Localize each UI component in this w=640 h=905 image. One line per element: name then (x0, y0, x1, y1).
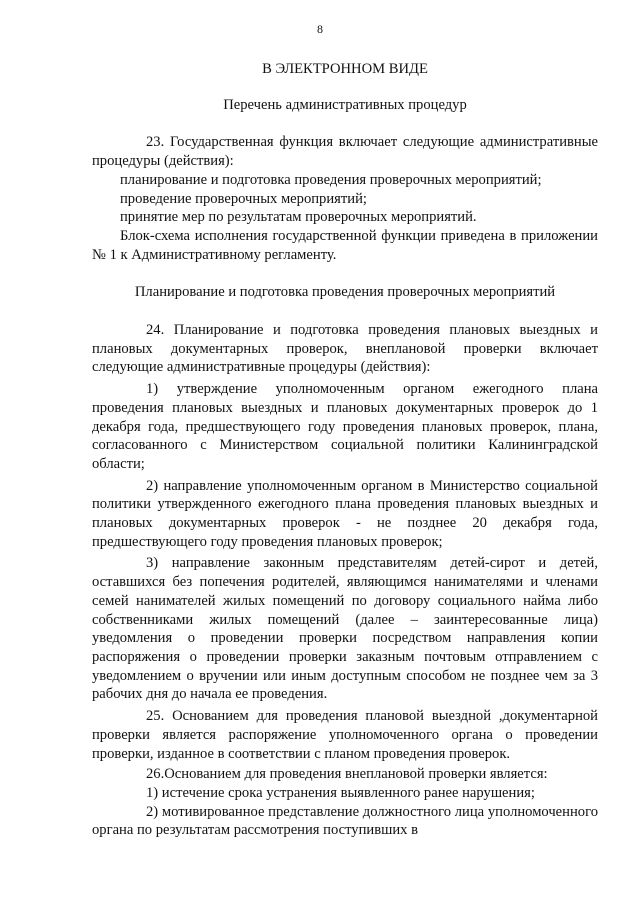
paragraph-23-item-1: планирование и подготовка проведения проверочных мероприятий; (120, 171, 542, 188)
paragraph-23-scheme: Блок-схема исполнения государственной функции приведена в приложении № 1 к Административному регламенту. (92, 227, 598, 263)
document-body (92, 60, 598, 840)
paragraph-24: 24. Планирование и подготовка проведения плановых выездных и плановых документарных проверок, внеплановой проверки включает следующие административные процедуры (действия): (92, 322, 598, 376)
page-number: 8 (317, 22, 323, 36)
heading-electronic: В ЭЛЕКТРОННОМ ВИДЕ (262, 61, 428, 77)
paragraph-24-item-2: 2) направление уполномоченным органом в Министерство социальной политики утвержденного ежегодного плана проведения плановых выездных и плановых документарных проверок - не позднее 20 декабря года, предшествующего году проведения плановых проверок; (92, 477, 598, 550)
paragraph-23-item-2: проведение проверочных мероприятий; (120, 190, 367, 207)
paragraph-23: 23. Государственная функция включает следующие административные процедуры (действия): (92, 134, 598, 170)
paragraph-23-item-3: принятие мер по результатам проверочных мероприятий. (120, 209, 477, 226)
heading-procedures-list: Перечень административных процедур (223, 96, 467, 113)
heading-planning: Планирование и подготовка проведения проверочных мероприятий (134, 284, 556, 301)
paragraph-26: 26.Основанием для проведения внеплановой проверки является: (146, 766, 548, 783)
paragraph-26-item-1: 1) истечение срока устранения выявленного ранее нарушения; (146, 784, 535, 801)
paragraph-25: 25. Основанием для проведения плановой выездной ,документарной проверки является распоряжение уполномоченного органа о проведении проверки, изданное в соответствии с планом проведения проверок. (92, 708, 598, 762)
paragraph-24-item-3: 3) направление законным представителям детей-сирот и детей, оставшихся без попечения родителей, являющимся нанимателями и членами семей нанимателей жилых помещений по договору социального найма либо собственниками жилых помещений (далее – заинтересованные лица) уведомления о проведении проверки посредством направления копии распоряжения о проведении проверки заказным почтовым отправлением с уведомлением о вручении или иным доступным способом не позднее чем за 3 рабочих дня до начала ее проведения. (92, 555, 598, 703)
paragraph-26-item-2: 2) мотивированное представление должностного лица уполномоченного органа по результатам рассмотрения поступивших в (92, 803, 598, 839)
paragraph-24-item-1: 1) утверждение уполномоченным органом ежегодного плана проведения плановых выездных и плановых документарных проверок до 1 декабря года, предшествующего году проведения плановых проверок, плана, согласованного с Министерством социальной политики Калининградской области; (92, 381, 598, 472)
